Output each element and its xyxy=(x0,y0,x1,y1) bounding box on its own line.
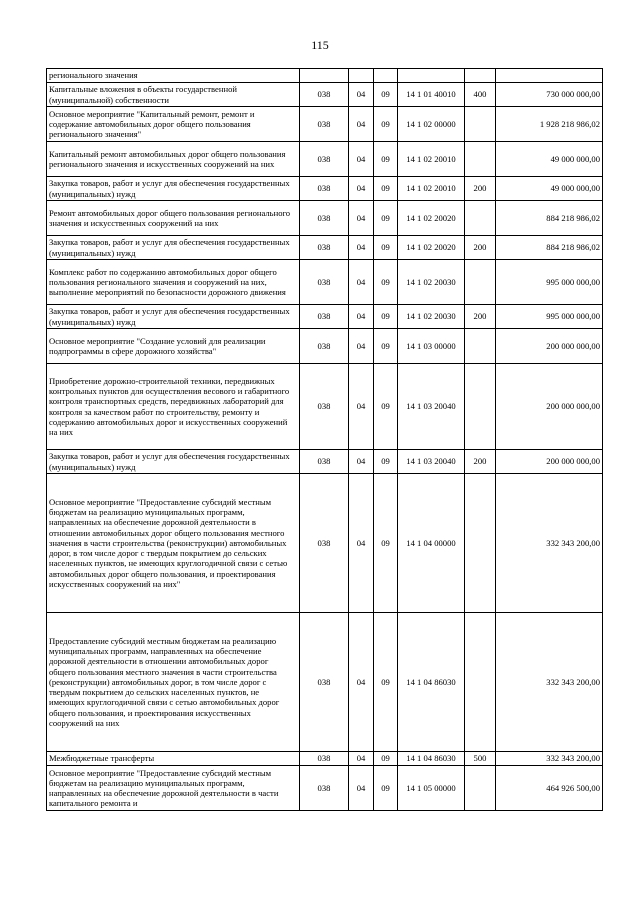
row-name: Капитальный ремонт автомобильных дорог общего пользования регионального значения и искусственных сооружений на них xyxy=(47,142,300,177)
target-article-code: 14 1 02 20020 xyxy=(398,201,465,236)
row-name: регионального значения xyxy=(47,69,300,83)
ministry-code: 038 xyxy=(300,752,349,766)
row-name: Основное мероприятие "Предоставление субсидий местным бюджетам на реализацию муниципальных программ, направленных на обеспечение дорожной деятельности в части капитального ремонта и xyxy=(47,766,300,811)
table-row xyxy=(47,177,603,201)
expense-type-code xyxy=(465,142,496,177)
target-article-code: 14 1 02 00000 xyxy=(398,107,465,142)
table-row xyxy=(47,364,603,450)
amount: 332 343 200,00 xyxy=(496,752,603,766)
page-number: 115 xyxy=(311,38,329,52)
section-code: 04 xyxy=(349,107,374,142)
budget-table xyxy=(46,68,603,811)
section-code: 04 xyxy=(349,450,374,474)
expense-type-code: 200 xyxy=(465,236,496,260)
target-article-code: 14 1 05 00000 xyxy=(398,766,465,811)
ministry-code: 038 xyxy=(300,613,349,752)
row-name: Предоставление субсидий местным бюджетам на реализацию муниципальных программ, направленных на обеспечение дорожной деятельности в отношении автомобильных дорог общего пользования местного значения в части строительства (реконструкции) автомобильных дорог, в том числе дорог с твердым покрытием до сельских населенных пунктов, не имеющих круглогодичной связи с сетью автомобильных дорог общего пользования, и проектирования искусственных сооружений на них xyxy=(47,613,300,752)
section-code: 04 xyxy=(349,766,374,811)
target-article-code: 14 1 04 86030 xyxy=(398,613,465,752)
amount: 49 000 000,00 xyxy=(496,142,603,177)
row-name: Приобретение дорожно-строительной техники, передвижных контрольных пунктов для осуществления весового и габаритного контроля транспортных средств, передвижных лабораторий для контроля за качеством работ по строительству, ремонту и содержанию автомобильных дорог и искусственных сооружений на них xyxy=(47,364,300,450)
target-article-code: 14 1 02 20010 xyxy=(398,142,465,177)
expense-type-code: 200 xyxy=(465,305,496,329)
subsection-code: 09 xyxy=(374,83,398,107)
ministry-code: 038 xyxy=(300,201,349,236)
section-code: 04 xyxy=(349,201,374,236)
table-row xyxy=(47,107,603,142)
section-code: 04 xyxy=(349,83,374,107)
target-article-code: 14 1 02 20010 xyxy=(398,177,465,201)
expense-type-code: 200 xyxy=(465,450,496,474)
subsection-code: 09 xyxy=(374,613,398,752)
ministry-code: 038 xyxy=(300,83,349,107)
row-name: Закупка товаров, работ и услуг для обеспечения государственных (муниципальных) нужд xyxy=(47,177,300,201)
target-article-code: 14 1 01 40010 xyxy=(398,83,465,107)
target-article-code: 14 1 03 20040 xyxy=(398,364,465,450)
target-article-code: 14 1 02 20030 xyxy=(398,260,465,305)
table-row xyxy=(47,474,603,613)
row-name: Основное мероприятие "Капитальный ремонт, ремонт и содержание автомобильных дорог общего пользования регионального значения" xyxy=(47,107,300,142)
section-code xyxy=(349,69,374,83)
table-row xyxy=(47,329,603,364)
expense-type-code: 500 xyxy=(465,752,496,766)
ministry-code: 038 xyxy=(300,142,349,177)
subsection-code: 09 xyxy=(374,752,398,766)
amount: 730 000 000,00 xyxy=(496,83,603,107)
ministry-code: 038 xyxy=(300,260,349,305)
amount: 995 000 000,00 xyxy=(496,305,603,329)
table-row xyxy=(47,450,603,474)
amount: 200 000 000,00 xyxy=(496,450,603,474)
ministry-code: 038 xyxy=(300,450,349,474)
target-article-code: 14 1 03 20040 xyxy=(398,450,465,474)
expense-type-code: 200 xyxy=(465,177,496,201)
amount: 884 218 986,02 xyxy=(496,236,603,260)
expense-type-code xyxy=(465,69,496,83)
subsection-code xyxy=(374,69,398,83)
amount: 200 000 000,00 xyxy=(496,329,603,364)
ministry-code: 038 xyxy=(300,177,349,201)
table-row xyxy=(47,236,603,260)
table-row xyxy=(47,613,603,752)
amount: 332 343 200,00 xyxy=(496,474,603,613)
section-code: 04 xyxy=(349,305,374,329)
subsection-code: 09 xyxy=(374,305,398,329)
expense-type-code xyxy=(465,613,496,752)
expense-type-code xyxy=(465,766,496,811)
amount: 464 926 500,00 xyxy=(496,766,603,811)
section-code: 04 xyxy=(349,364,374,450)
expense-type-code xyxy=(465,474,496,613)
row-name: Основное мероприятие "Предоставление субсидий местным бюджетам на реализацию муниципальных программ, направленных на обеспечение дорожной деятельности в отношении автомобильных дорог общего пользования местного значения в части строительства (реконструкции) автомобильных дорог, в том числе дорог с твердым покрытием до сельских населенных пунктов, не имеющих круглогодичной связи с сетью автомобильных дорог общего пользования, и проектирования искусственных сооружений на них" xyxy=(47,474,300,613)
ministry-code: 038 xyxy=(300,329,349,364)
subsection-code: 09 xyxy=(374,329,398,364)
amount: 200 000 000,00 xyxy=(496,364,603,450)
section-code: 04 xyxy=(349,142,374,177)
row-name: Межбюджетные трансферты xyxy=(47,752,300,766)
target-article-code: 14 1 02 20030 xyxy=(398,305,465,329)
subsection-code: 09 xyxy=(374,450,398,474)
subsection-code: 09 xyxy=(374,260,398,305)
table-row xyxy=(47,69,603,83)
subsection-code: 09 xyxy=(374,236,398,260)
subsection-code: 09 xyxy=(374,142,398,177)
amount: 49 000 000,00 xyxy=(496,177,603,201)
ministry-code: 038 xyxy=(300,305,349,329)
amount: 995 000 000,00 xyxy=(496,260,603,305)
target-article-code: 14 1 04 00000 xyxy=(398,474,465,613)
table-row xyxy=(47,201,603,236)
expense-type-code xyxy=(465,364,496,450)
ministry-code: 038 xyxy=(300,236,349,260)
ministry-code xyxy=(300,69,349,83)
subsection-code: 09 xyxy=(374,364,398,450)
ministry-code: 038 xyxy=(300,364,349,450)
row-name: Основное мероприятие "Создание условий для реализации подпрограммы в сфере дорожного хозяйства" xyxy=(47,329,300,364)
target-article-code xyxy=(398,69,465,83)
expense-type-code xyxy=(465,201,496,236)
target-article-code: 14 1 03 00000 xyxy=(398,329,465,364)
subsection-code: 09 xyxy=(374,201,398,236)
row-name: Капитальные вложения в объекты государственной (муниципальной) собственности xyxy=(47,83,300,107)
table-row xyxy=(47,260,603,305)
section-code: 04 xyxy=(349,613,374,752)
section-code: 04 xyxy=(349,177,374,201)
subsection-code: 09 xyxy=(374,474,398,613)
row-name: Закупка товаров, работ и услуг для обеспечения государственных (муниципальных) нужд xyxy=(47,450,300,474)
row-name: Ремонт автомобильных дорог общего пользования регионального значения и искусственных сооружений на них xyxy=(47,201,300,236)
table-row xyxy=(47,142,603,177)
row-name: Комплекс работ по содержанию автомобильных дорог общего пользования регионального значения и сооружений на них, выполнение мероприятий по безопасности дорожного движения xyxy=(47,260,300,305)
ministry-code: 038 xyxy=(300,766,349,811)
expense-type-code: 400 xyxy=(465,83,496,107)
target-article-code: 14 1 02 20020 xyxy=(398,236,465,260)
expense-type-code xyxy=(465,107,496,142)
subsection-code: 09 xyxy=(374,766,398,811)
section-code: 04 xyxy=(349,752,374,766)
subsection-code: 09 xyxy=(374,177,398,201)
section-code: 04 xyxy=(349,236,374,260)
amount: 1 928 218 986,02 xyxy=(496,107,603,142)
table-row xyxy=(47,305,603,329)
row-name: Закупка товаров, работ и услуг для обеспечения государственных (муниципальных) нужд xyxy=(47,236,300,260)
ministry-code: 038 xyxy=(300,474,349,613)
table-row xyxy=(47,766,603,811)
ministry-code: 038 xyxy=(300,107,349,142)
table-row xyxy=(47,752,603,766)
section-code: 04 xyxy=(349,474,374,613)
section-code: 04 xyxy=(349,329,374,364)
amount: 332 343 200,00 xyxy=(496,613,603,752)
target-article-code: 14 1 04 86030 xyxy=(398,752,465,766)
expense-type-code xyxy=(465,260,496,305)
amount xyxy=(496,69,603,83)
section-code: 04 xyxy=(349,260,374,305)
row-name: Закупка товаров, работ и услуг для обеспечения государственных (муниципальных) нужд xyxy=(47,305,300,329)
table-row xyxy=(47,83,603,107)
amount: 884 218 986,02 xyxy=(496,201,603,236)
subsection-code: 09 xyxy=(374,107,398,142)
expense-type-code xyxy=(465,329,496,364)
